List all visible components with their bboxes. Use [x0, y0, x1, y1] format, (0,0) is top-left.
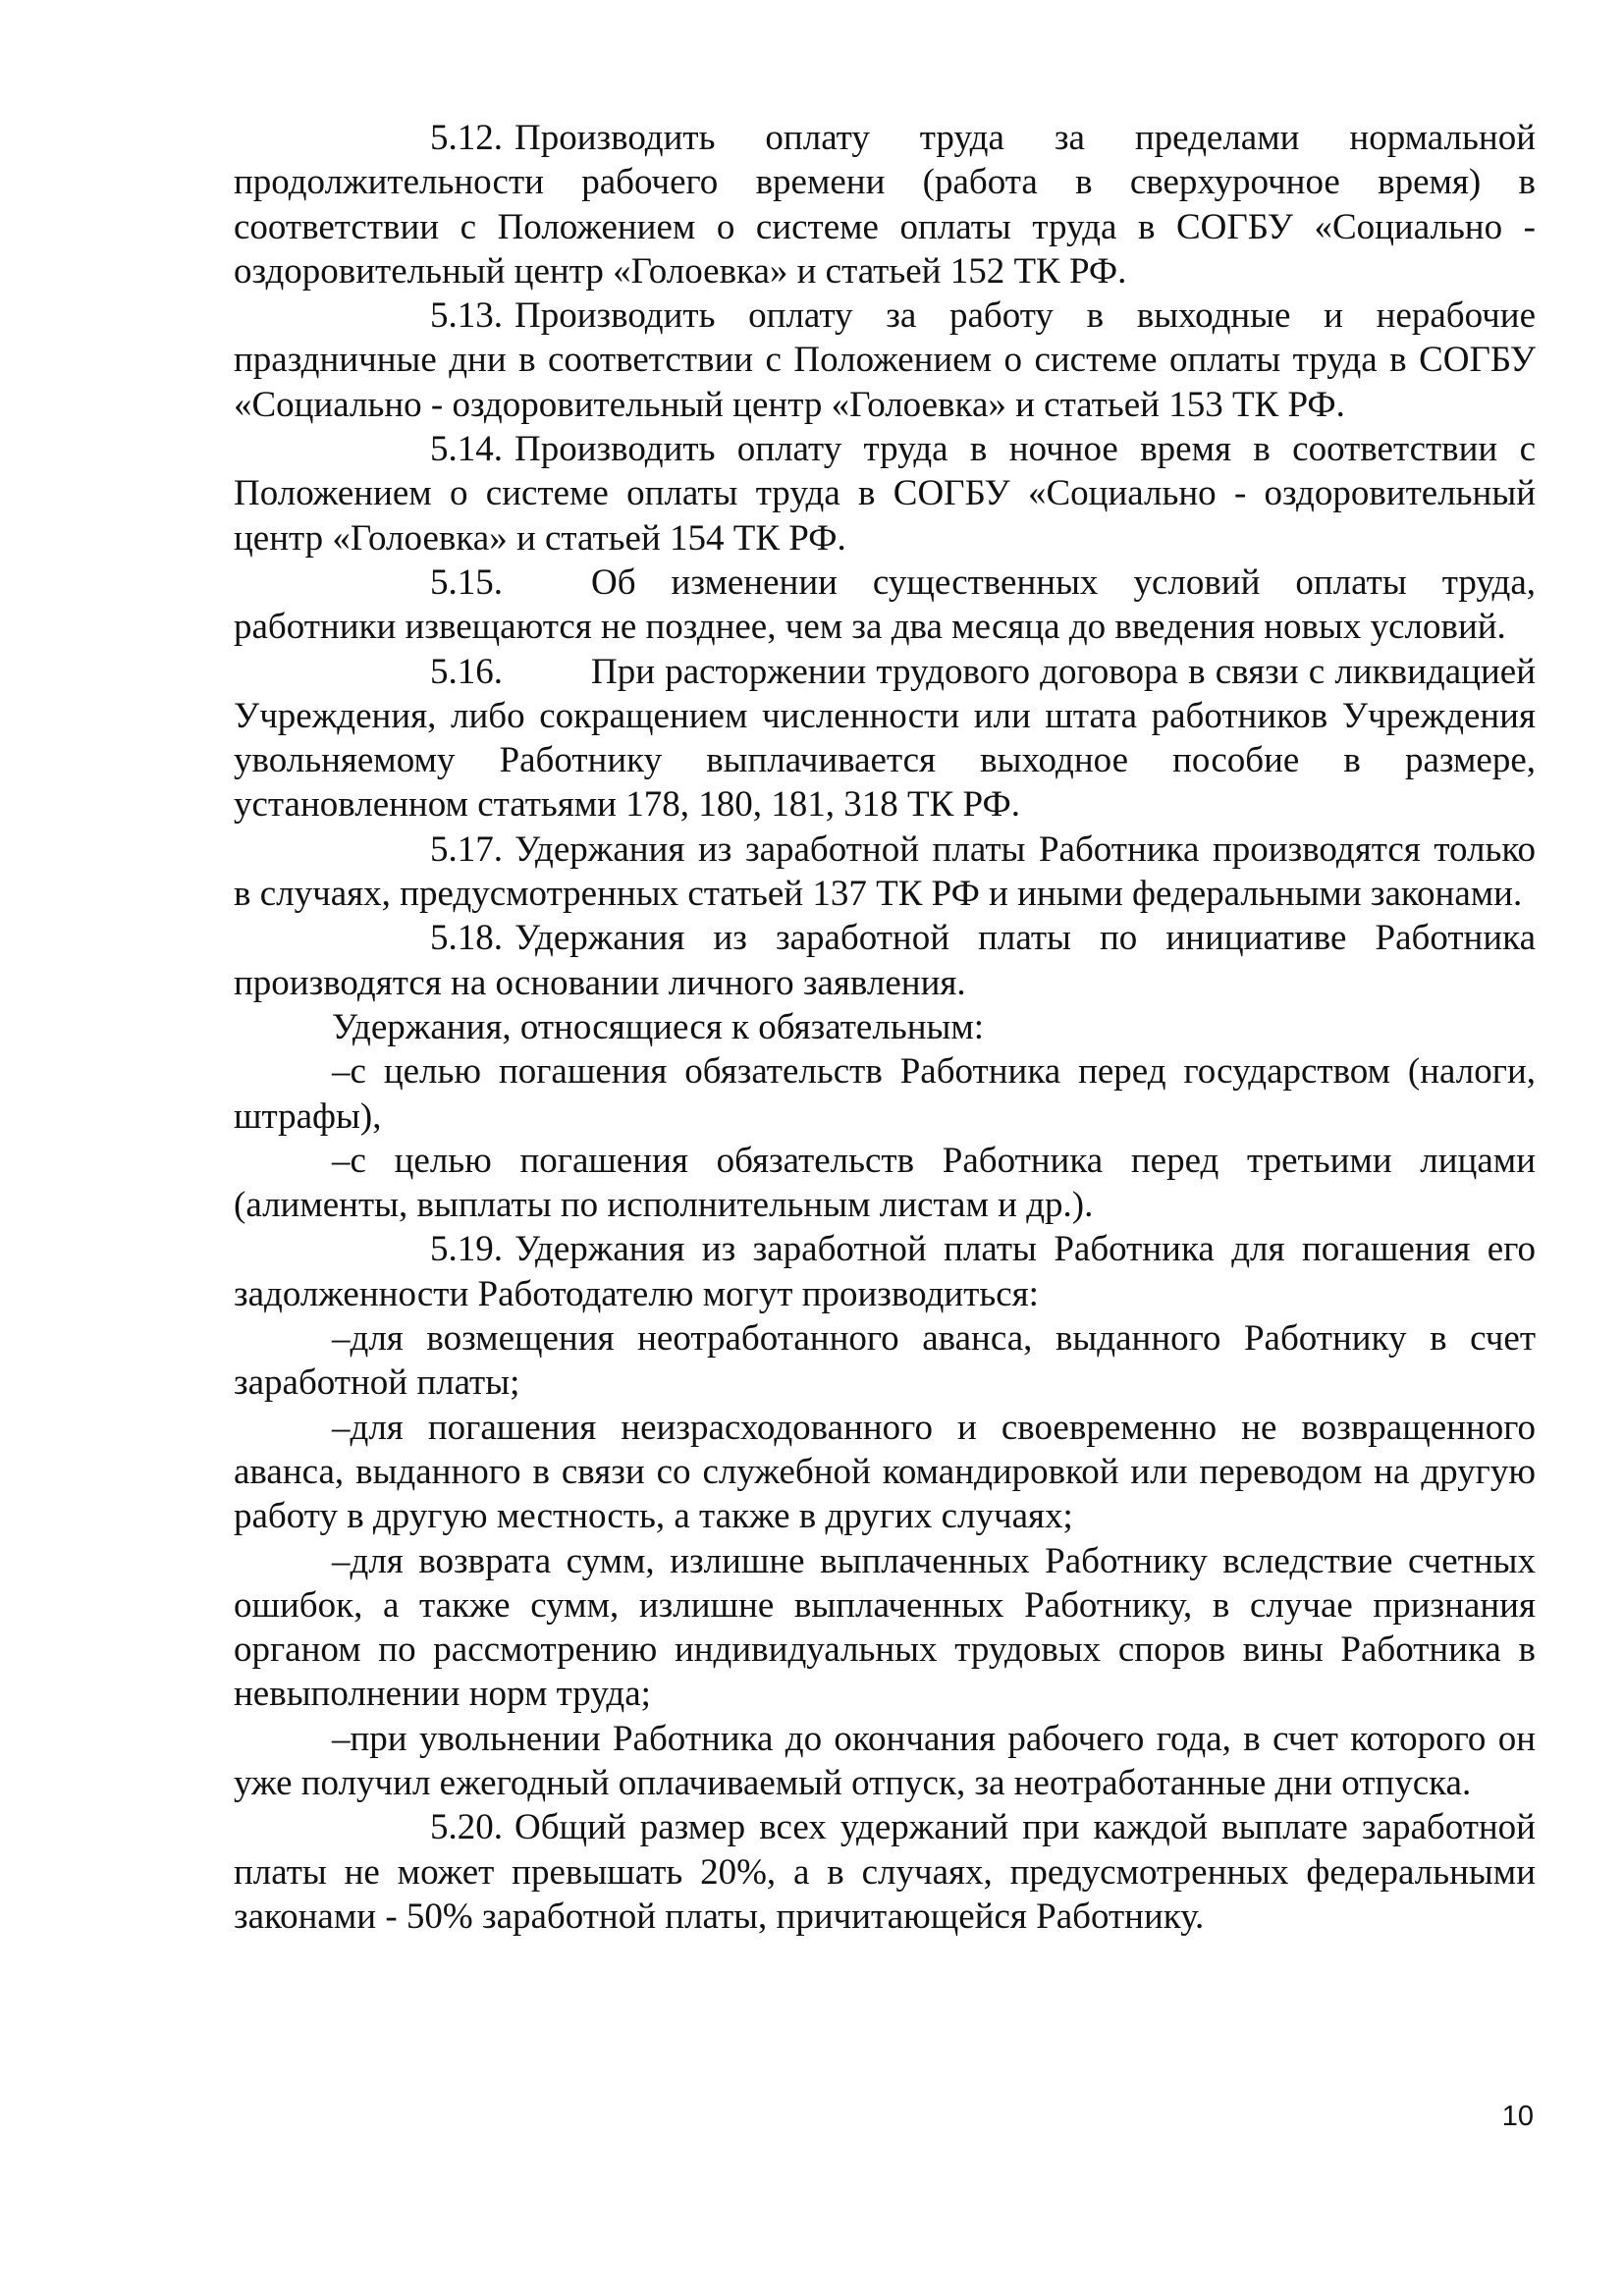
clause-5-15	[234, 561, 1536, 650]
clause-number: 5.13.	[430, 295, 503, 337]
clause-number: 5.17.	[430, 828, 503, 870]
list-item: –для погашения неизрасходованного и своевременно не возвращенного аванса, выданного в связи со служебной командировкой или переводом на другую работу в другую местность, а также в других случаях;	[234, 1407, 1536, 1537]
clause-5-18	[234, 916, 1536, 1005]
clause-5-16	[234, 650, 1536, 828]
clause-text: Удержания из заработной платы Работника для погашения его задолженности Работодателю могут производиться:	[234, 1229, 1536, 1314]
clause-number: 5.16.	[430, 651, 503, 692]
list-item: –для возврата сумм, излишне выплаченных Работнику вследствие счетных ошибок, а также сумм, излишне выплаченных Работнику, в случае признания органом по рассмотрению индивидуальных трудовых споров вины Работника в невыполнении норм труда;	[234, 1540, 1536, 1715]
clause-5-14	[234, 427, 1536, 561]
clause-text: Производить оплату труда в ночное время в соответствии с Положением о системе оплаты труда в СОГБУ «Социально - оздоровительный центр «Голоевка» и статьей 154 ТК РФ.	[234, 429, 1536, 559]
clause-5-13	[234, 294, 1536, 427]
clause-5-17	[234, 828, 1536, 917]
clause-5-12	[234, 116, 1536, 294]
list-item: –с целью погашения обязательств Работника перед третьими лицами (алименты, выплаты по исполнительным листам и др.).	[234, 1140, 1536, 1226]
clause-number: 5.20.	[430, 1807, 503, 1848]
list-item: –для возмещения неотработанного аванса, выданного Работнику в счет заработной платы;	[234, 1318, 1536, 1404]
clause-number: 5.19.	[430, 1229, 503, 1270]
page-number: 10	[1501, 2101, 1534, 2132]
clause-text: Удержания из заработной платы по инициативе Работника производятся на основании личного заявления.	[234, 918, 1536, 1003]
clause-number: 5.12.	[430, 118, 503, 158]
list-item: –с целью погашения обязательств Работника перед государством (налоги, штрафы),	[234, 1051, 1536, 1137]
list-item: –при увольнении Работника до окончания рабочего года, в счет которого он уже получил ежегодный оплачиваемый отпуск, за неотработанные дни отпуска.	[234, 1718, 1536, 1803]
document-body	[234, 116, 1536, 1939]
clause-text: Производить оплату труда за пределами нормальной продолжительности рабочего времени (работа в сверхурочное время) в соответствии с Положением о системе оплаты труда в СОГБУ «Социально - оздоровительный центр «Голоевка» и статьей 152 ТК РФ.	[234, 118, 1536, 292]
clause-text: Об изменении существенных условий оплаты труда, работники извещаются не позднее, чем за два месяца до введения новых условий.	[234, 561, 1536, 648]
clause-text: При расторжении трудового договора в связи с ликвидацией Учреждения, либо сокращением численности или штата работников Учреждения увольняемому Работнику выплачивается выходное пособие в размере, установленном статьями 178, 180, 181, 318 ТК РФ.	[234, 651, 1536, 826]
clause-5-19	[234, 1227, 1536, 1316]
withholdings-intro: Удержания, относящиеся к обязательным:	[332, 1006, 985, 1047]
clause-number: 5.15.	[430, 561, 503, 603]
clause-text: Общий размер всех удержаний при каждой выплате заработной платы не может превышать 20%, а в случаях, предусмотренных федеральными законами - 50% заработной платы, причитающейся Работнику.	[234, 1807, 1536, 1937]
clause-text: Производить оплату за работу в выходные и нерабочие праздничные дни в соответствии с Положением о системе оплаты труда в СОГБУ «Социально - оздоровительный центр «Голоевка» и статьей 153 ТК РФ.	[234, 295, 1536, 425]
clause-5-20	[234, 1805, 1536, 1939]
clause-text: Удержания из заработной платы Работника производятся только в случаях, предусмотренных статьей 137 ТК РФ и иными федеральными законами.	[234, 828, 1536, 915]
clause-number: 5.18.	[430, 918, 503, 959]
clause-number: 5.14.	[430, 429, 503, 470]
